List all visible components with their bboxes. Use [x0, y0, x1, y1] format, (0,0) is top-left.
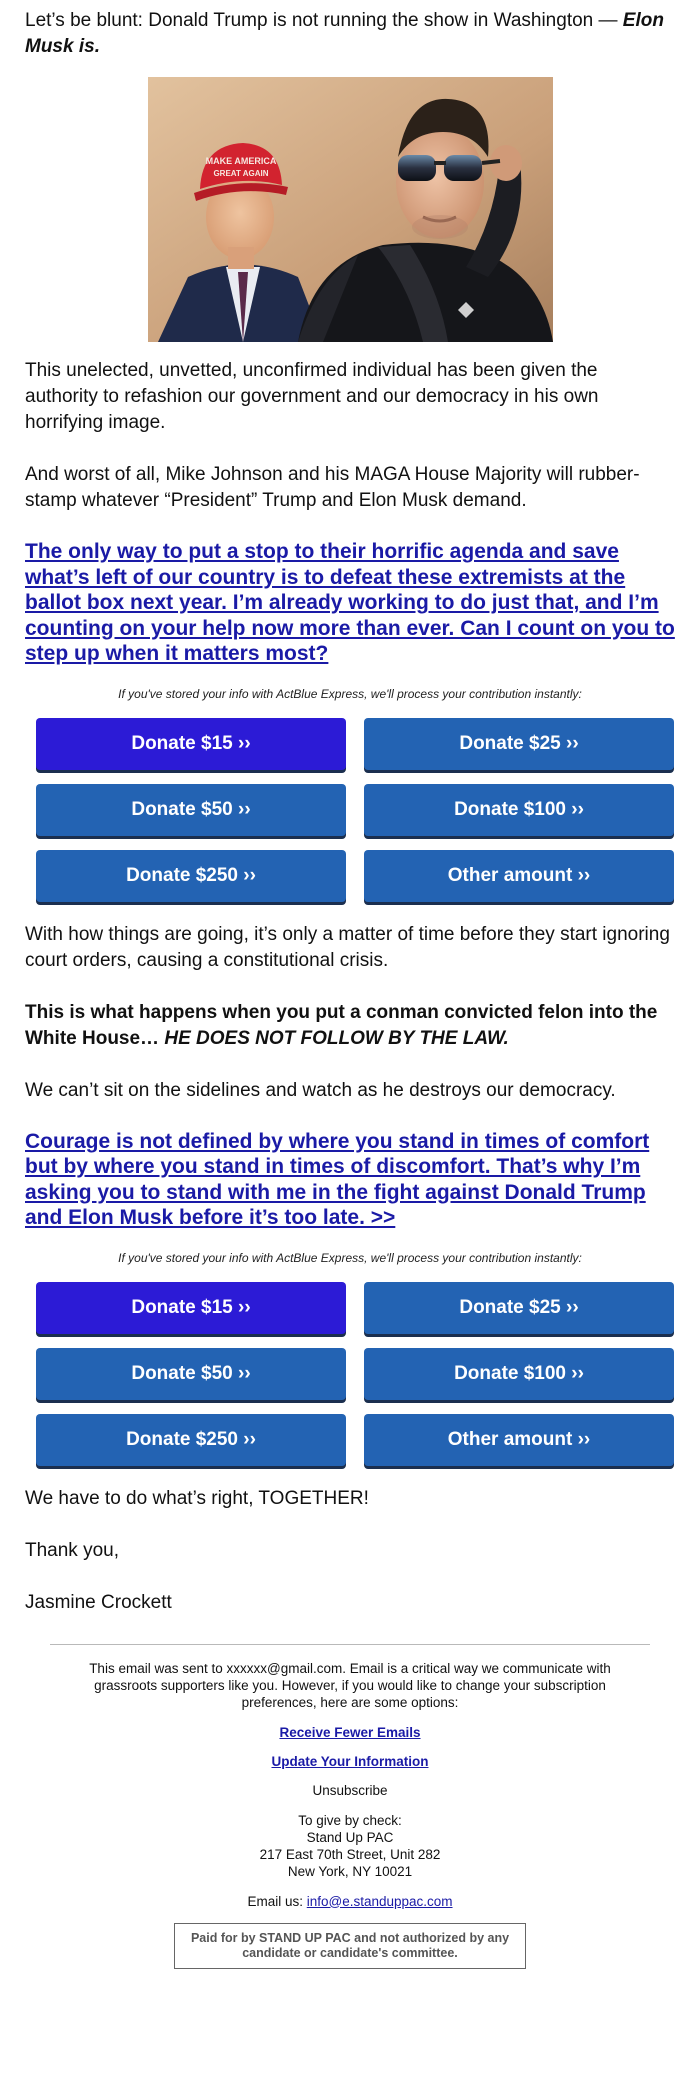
donate-25-button-2[interactable]: Donate $25 ››	[364, 1282, 674, 1334]
paragraph-unelected: This unelected, unvetted, unconfirmed individual has been given the authority to refashion our government and our democracy in his own horrifying image.	[25, 360, 599, 433]
cap-text-line2: GREAT AGAIN	[212, 169, 269, 178]
cap-text-line1: MAKE AMERICA	[205, 156, 276, 166]
actblue-express-note-2: If you've stored your info with ActBlue Express, we'll process your contribution instantly:	[118, 1250, 582, 1265]
intro-paragraph	[25, 0, 675, 60]
paragraph-sidelines: We can’t sit on the sidelines and watch as he destroys our democracy.	[25, 1079, 616, 1101]
donate-250-button[interactable]: Donate $250 ››	[36, 850, 346, 902]
contact-email	[75, 1893, 625, 1910]
hero-photo	[148, 77, 553, 342]
footer-notice: This email was sent to xxxxxx@gmail.com. Email is a critical way we communicate with grassroots supporters like you. However, if you would like to change your subscription preferences, here are some options:	[89, 1660, 611, 1710]
donate-buttons-group-1	[25, 718, 675, 902]
sign-off: Thank you,	[25, 1539, 119, 1561]
paragraph-rubber-stamp: And worst of all, Mike Johnson and his MAGA House Majority will rubber-stamp whatever “President” Trump and Elon Musk demand.	[25, 464, 640, 511]
intro-lead: Let’s be blunt: Donald Trump is not running the show in Washington —	[25, 10, 623, 31]
org-name: Stand Up PAC	[306, 1829, 394, 1845]
paid-for-disclaimer: Paid for by STAND UP PAC and not authorized by any candidate or candidate's committee.	[174, 1923, 526, 1969]
paragraph-conman-italic: HE DOES NOT FOLLOW BY THE LAW.	[164, 1027, 509, 1049]
footer-divider	[50, 1644, 650, 1645]
donate-buttons-group-2	[25, 1282, 675, 1466]
donate-25-button[interactable]: Donate $25 ››	[364, 718, 674, 770]
signature-name: Jasmine Crockett	[25, 1591, 172, 1613]
actblue-express-note: If you've stored your info with ActBlue Express, we'll process your contribution instantly:	[118, 686, 582, 701]
paragraph-together: We have to do what’s right, TOGETHER!	[25, 1487, 369, 1509]
intro-emphasis: Elon Musk is.	[25, 10, 664, 57]
hero-photo-illustration	[148, 77, 553, 342]
city-line: New York, NY 10021	[287, 1863, 413, 1879]
paragraph-court-orders: With how things are going, it’s only a matter of time before they start ignoring court orders, causing a constitutional crisis.	[25, 923, 670, 971]
unsubscribe-link[interactable]: Unsubscribe	[312, 1782, 388, 1798]
update-information-link[interactable]: Update Your Information	[271, 1753, 429, 1769]
donate-100-button[interactable]: Donate $100 ››	[364, 784, 674, 836]
address-line: 217 East 70th Street, Unit 282	[259, 1846, 441, 1862]
donate-250-button-2[interactable]: Donate $250 ››	[36, 1414, 346, 1466]
paragraph-conman	[25, 1000, 675, 1052]
donate-50-button[interactable]: Donate $50 ››	[36, 784, 346, 836]
cta-link-courage[interactable]: Courage is not defined by where you stand in times of comfort but by where you stand in times of discomfort. That’s why I’m asking you to stand with me in the fight against Donald Trump and Elon Musk before it’s too late. >>	[25, 1129, 650, 1229]
donate-other-amount-button-2[interactable]: Other amount ››	[364, 1414, 674, 1466]
donate-15-button-2[interactable]: Donate $15 ››	[36, 1282, 346, 1334]
email-label: Email us:	[247, 1893, 307, 1909]
hero-image-container	[25, 77, 675, 342]
donate-15-button[interactable]: Donate $15 ››	[36, 718, 346, 770]
donate-100-button-2[interactable]: Donate $100 ››	[364, 1348, 674, 1400]
mailing-address	[75, 1812, 625, 1880]
donate-50-button-2[interactable]: Donate $50 ››	[36, 1348, 346, 1400]
receive-fewer-emails-link[interactable]: Receive Fewer Emails	[279, 1724, 421, 1740]
paragraph-conman-bold: This is what happens when you put a conman convicted felon into the White House…	[25, 1001, 658, 1049]
email-address-link[interactable]: info@e.standuppac.com	[306, 1893, 453, 1909]
donate-other-amount-button[interactable]: Other amount ››	[364, 850, 674, 902]
footer	[0, 1660, 700, 1910]
check-heading: To give by check:	[298, 1812, 402, 1828]
cta-link-defeat-extremists[interactable]: The only way to put a stop to their horrific agenda and save what’s left of our country is to defeat these extremists at the ballot box next year. I’m already working to do just that, and I’m counting on your help now more than ever. Can I count on you to step up when it matters most?	[25, 540, 675, 665]
